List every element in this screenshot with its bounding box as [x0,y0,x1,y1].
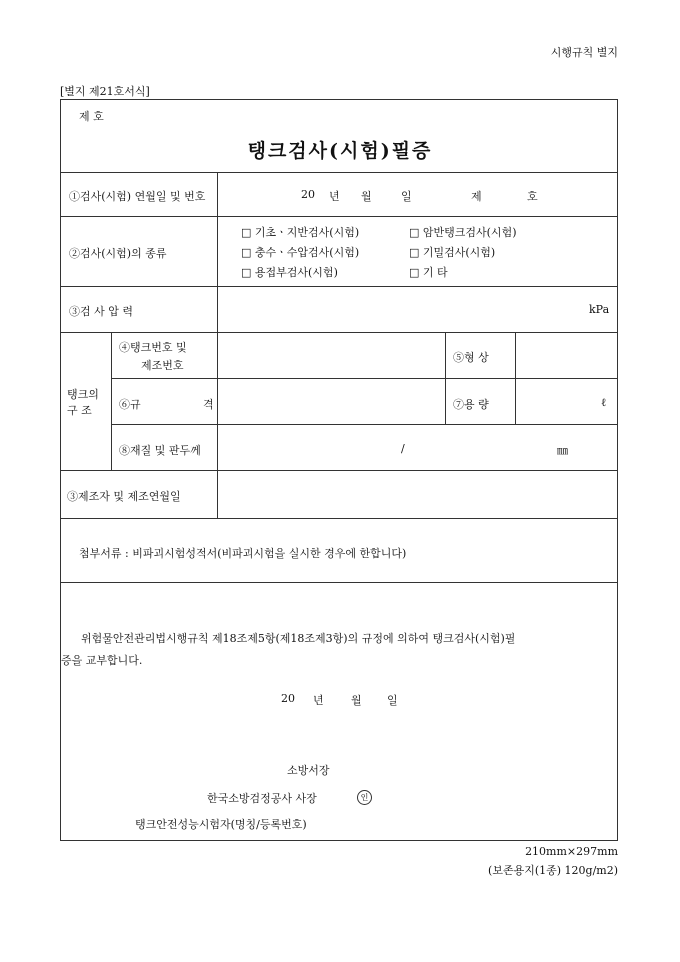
paper-size: 210mm×297mm [525,845,618,858]
material-label: ⑧재질 및 판두께 [119,444,201,457]
type-option-other[interactable]: □ 기 타 [409,266,448,279]
capacity-unit: ℓ [601,396,607,409]
date-number-label: ①검사(시험) 연월일 및 번호 [69,190,206,203]
issuer-kfi-president: 한국소방검정공사 사장 [207,792,317,805]
col-divider [217,332,218,518]
tank-number-label-line1: ④탱크번호 및 [119,341,187,354]
certificate-form [60,99,618,841]
row-divider [61,286,617,287]
pressure-unit: kPa [589,303,610,316]
date-ho: 호 [527,190,538,203]
issue-year-unit: 년 [313,694,324,707]
col-divider [111,332,112,470]
date-je: 제 [471,190,482,203]
issue-year: 20 [281,692,295,705]
col-divider [445,332,446,424]
col-divider [217,172,218,332]
inspection-type-label: ②검사(시험)의 종류 [69,247,167,260]
date-year-unit: 년 [329,190,340,203]
date-day-unit: 일 [401,190,412,203]
seal-icon [357,790,372,805]
issuer-fire-station: 소방서장 [287,764,330,777]
paper-type: (보존용지(1종) 120g/m2) [488,864,618,877]
capacity-label: ⑦용 량 [453,398,489,411]
type-option-water-pressure[interactable]: □ 충수ㆍ수압검사(시험) [241,246,360,259]
structure-label-line1: 탱크의 [67,388,99,401]
col-divider [515,332,516,424]
pressure-label: ③검 사 압 력 [69,305,133,318]
row-divider [61,332,617,333]
statement-line1: 위험물안전관리법시행규칙 제18조제5항(제18조제3항)의 규정에 의하여 탱크검사(시험)필 [81,632,516,645]
form-title: 탱크검사(시험)필증 [247,140,433,162]
row-divider [61,172,617,173]
date-month-unit: 월 [361,190,372,203]
shape-label: ⑤형 상 [453,351,489,364]
spec-label-first: ⑥규 [119,398,141,411]
row-divider [111,378,617,379]
row-divider [61,216,617,217]
row-divider [61,518,617,519]
statement-line2: 증을 교부합니다. [61,654,143,667]
issue-day-unit: 일 [387,694,398,707]
material-unit: ㎜ [557,444,568,457]
structure-label-line2: 구 조 [67,404,92,417]
attachment-note: 첨부서류 : 비파괴시험성적서(비파괴시험을 실시한 경우에 한합니다) [79,547,407,560]
maker-label: ③제조자 및 제조연월일 [67,490,181,503]
type-option-airtight[interactable]: □ 기밀검사(시험) [409,246,496,259]
row-divider [61,582,617,583]
form-number: [별지 제21호서식] [60,85,150,98]
issue-number: 제 호 [79,110,104,123]
type-option-welding[interactable]: □ 용접부검사(시험) [241,266,338,279]
type-option-rock-tank[interactable]: □ 암반탱크검사(시험) [409,226,517,239]
spec-label-last: 격 [203,398,214,411]
tank-number-label-line2: 제조번호 [141,359,184,372]
date-year: 20 [301,188,315,201]
type-option-foundation[interactable]: □ 기초ㆍ지반검사(시험) [241,226,360,239]
row-divider [111,424,617,425]
row-divider [61,470,617,471]
issuer-tank-tester: 탱크안전성능시험자(명칭/등록번호) [135,818,307,831]
regulation-label: 시행규칙 별지 [550,46,618,59]
seal-mark: 인 [357,790,372,805]
material-separator: / [401,442,405,455]
issue-month-unit: 월 [351,694,362,707]
